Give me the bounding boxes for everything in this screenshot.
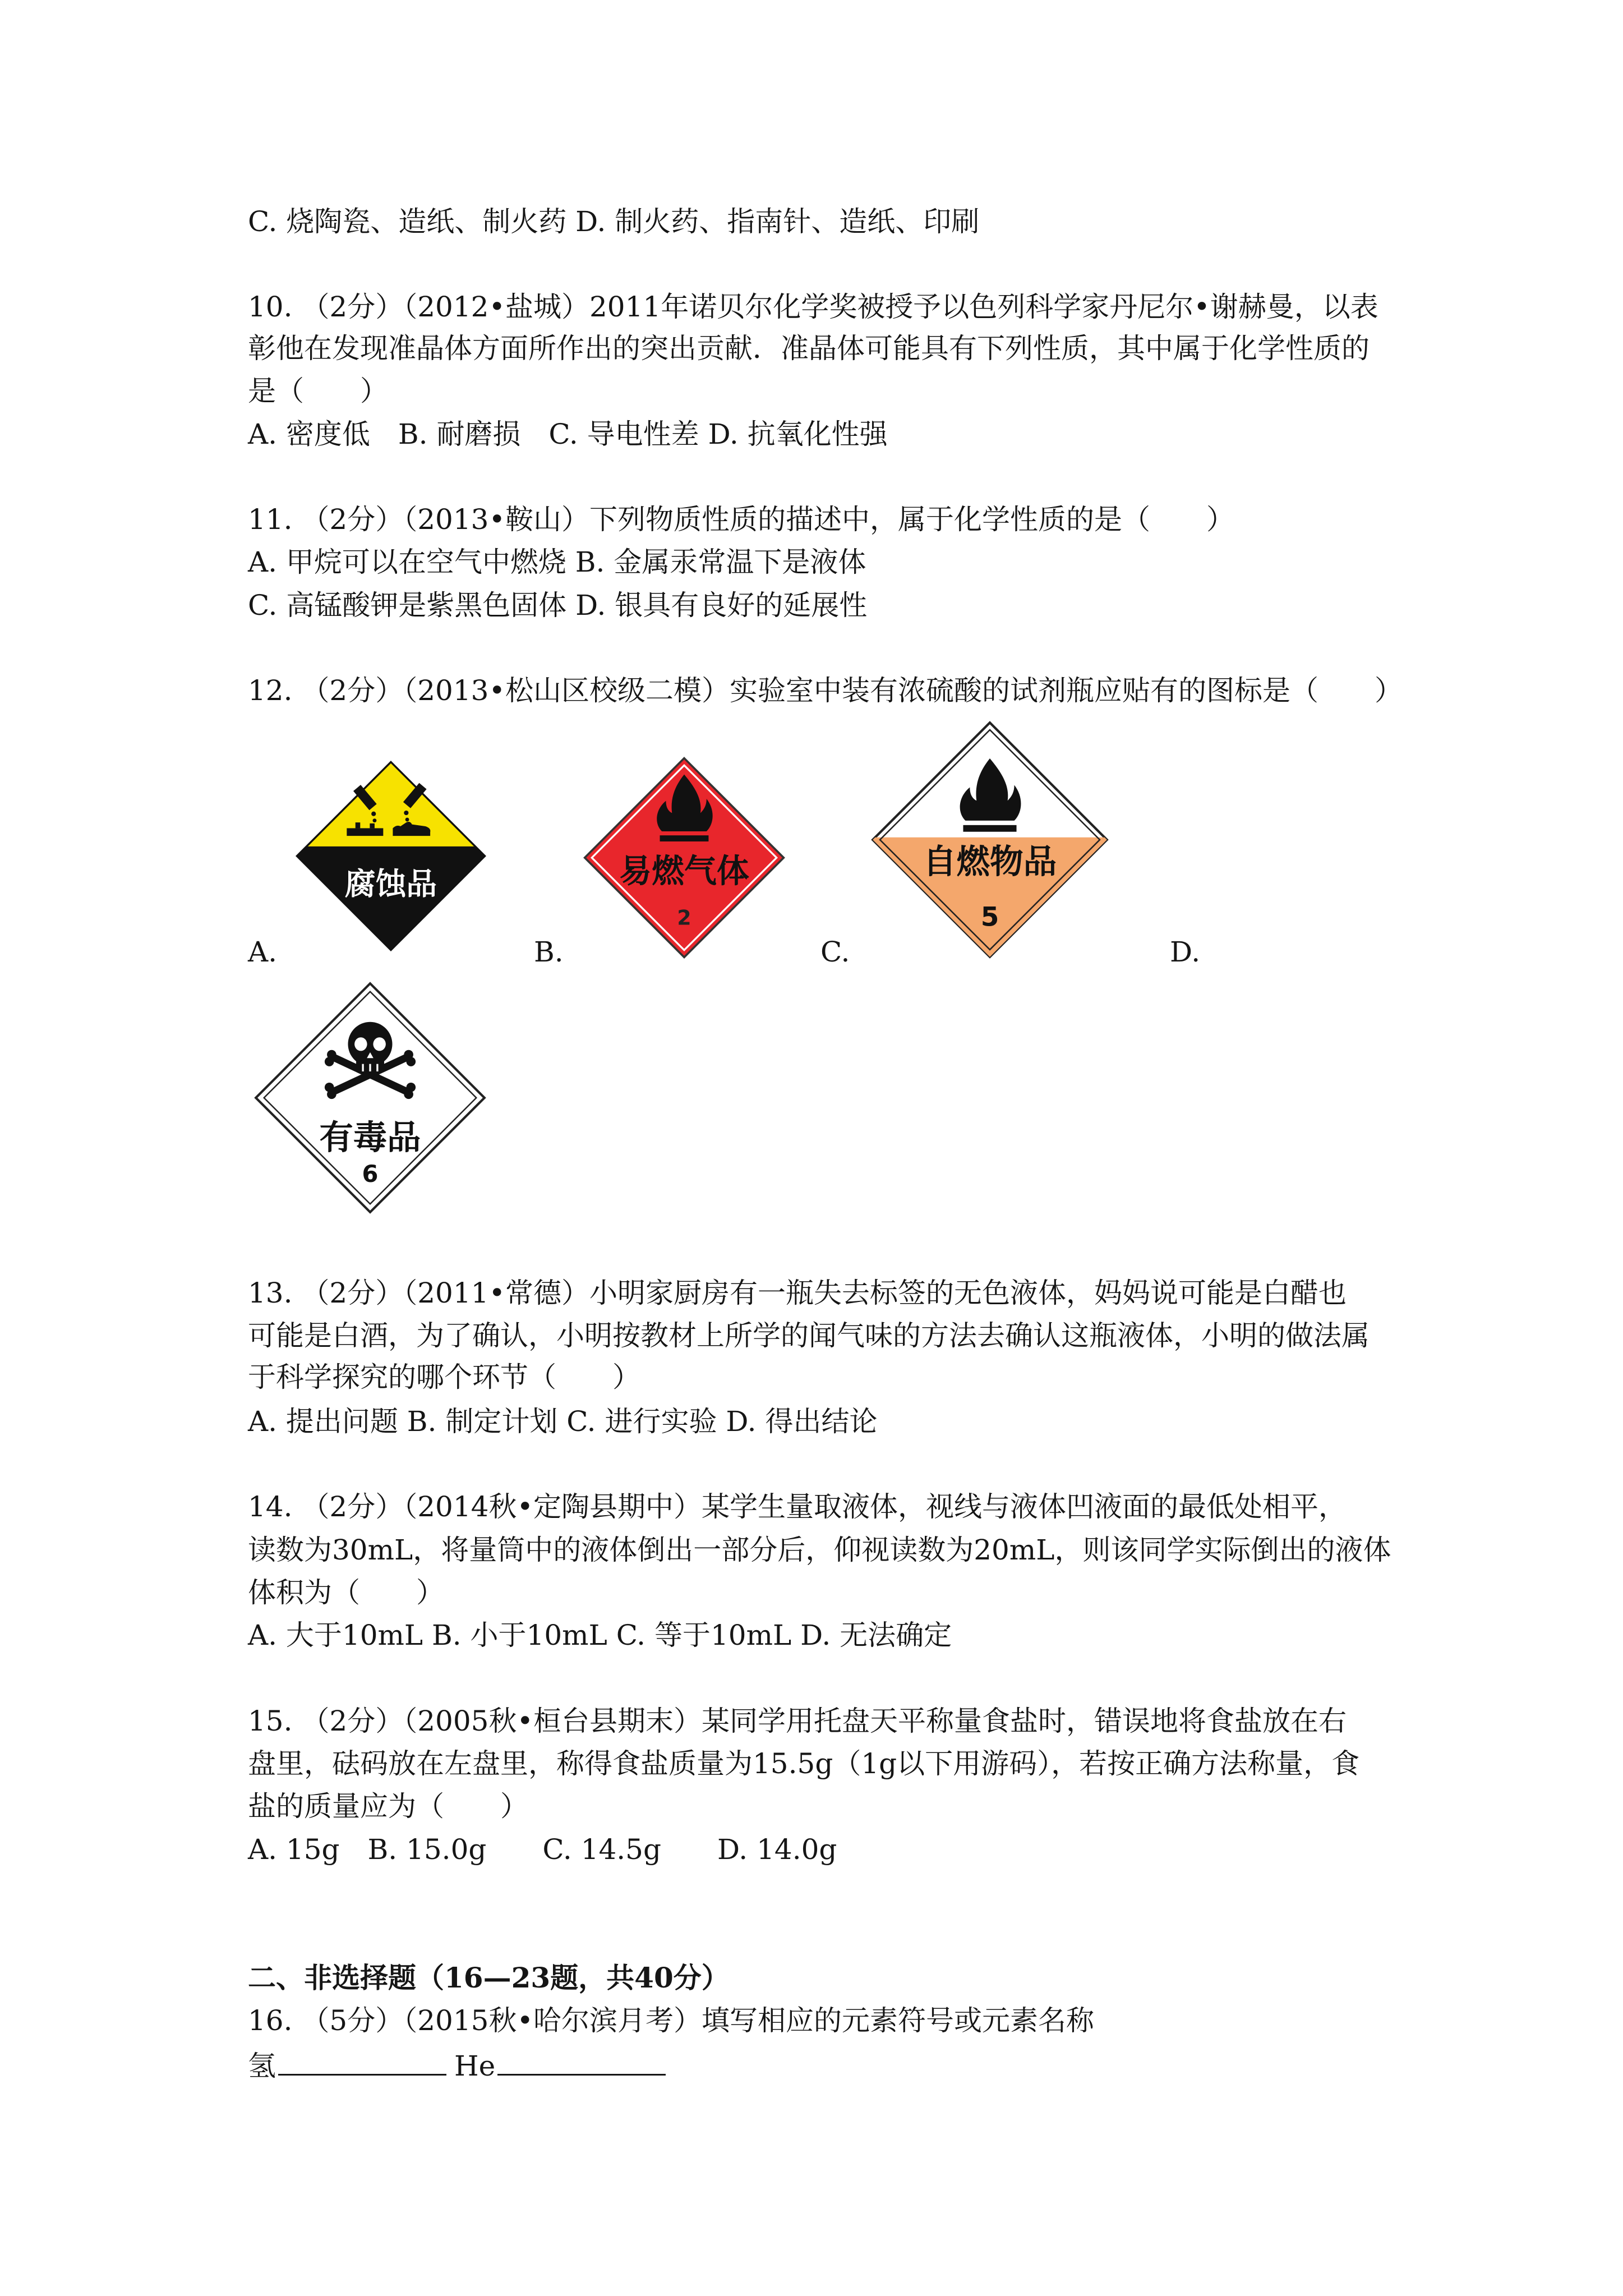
corrosive-sign-label: 腐蚀品	[344, 866, 437, 902]
q13-stem-line-2: 可能是白酒，为了确认，小明按教材上所学的闻气味的方法去确认这瓶液体，小明的做法属	[248, 1319, 1370, 1352]
spontaneously-combustible-sign-icon	[870, 720, 1109, 959]
flammable-gas-sign-class-number: 2	[677, 905, 691, 930]
q15-stem-line-2: 盘里，砝码放在左盘里，称得食盐质量为15.5g（1g以下用游码），若按正确方法称量，食	[248, 1747, 1360, 1780]
q11-stem: 11. （2分）（2013•鞍山）下列物质性质的描述中，属于化学性质的是（ ）	[248, 503, 1234, 536]
q14-stem-line-3: 体积为（ ）	[248, 1576, 444, 1609]
q10-stem-line-2: 彰他在发现准晶体方面所作出的突出贡献．准晶体可能具有下列性质，其中属于化学性质的	[248, 332, 1370, 365]
q14-stem-line-2: 读数为30mL，将量筒中的液体倒出一部分后，仰视读数为20mL，则该同学实际倒出的液体	[248, 1534, 1391, 1566]
q12-option-label-c: C.	[820, 936, 850, 968]
corrosive-sign-icon	[295, 760, 487, 952]
q10-stem-line-1: 10. （2分）（2012•盐城）2011年诺贝尔化学奖被授予以色列科学家丹尼尔•谢赫曼，以表	[248, 291, 1378, 323]
spontaneously-combustible-sign-label: 自燃物品	[923, 843, 1057, 882]
q11-options-line-2: C. 高锰酸钾是紫黑色固体 D. 银具有良好的延展性	[248, 589, 868, 622]
q15-stem-line-3: 盐的质量应为（ ）	[248, 1790, 528, 1823]
answer-blank	[497, 2046, 666, 2076]
q15-stem-line-1: 15. （2分）（2005秋•桓台县期末）某同学用托盘天平称量食盐时，错误地将食盐放在右	[248, 1705, 1347, 1737]
q10-stem-line-3: 是（ ）	[248, 375, 388, 407]
q15-options-line: A. 15g B. 15.0g C. 14.5g D. 14.0g	[248, 1833, 837, 1866]
q14-stem-line-1: 14. （2分）（2014秋•定陶县期中）某学生量取液体，视线与液体凹液面的最低处相平，	[248, 1490, 1347, 1523]
flammable-gas-sign-icon	[583, 756, 786, 959]
q16-prompt-helium: He	[454, 2050, 496, 2082]
q12-option-label-b: B.	[534, 936, 564, 968]
q12-option-label-d: D.	[1170, 936, 1201, 968]
q11-options-line-1: A. 甲烷可以在空气中燃烧 B. 金属汞常温下是液体	[248, 546, 866, 578]
spontaneously-combustible-sign-class-number: 5	[980, 902, 999, 933]
q16-prompt-hydrogen: 氢	[248, 2050, 276, 2082]
toxic-sign-icon	[253, 981, 487, 1214]
q16-answer-row	[248, 2046, 674, 2081]
q14-options-line: A. 大于10mL B. 小于10mL C. 等于10mL D. 无法确定	[248, 1619, 952, 1651]
q16-stem: 16. （5分）（2015秋•哈尔滨月考）填写相应的元素符号或元素名称	[248, 2004, 1094, 2037]
q12-option-label-a: A.	[248, 936, 278, 968]
q13-options-line: A. 提出问题 B. 制定计划 C. 进行实验 D. 得出结论	[248, 1405, 878, 1438]
toxic-sign-class-number: 6	[362, 1159, 379, 1188]
q13-stem-line-1: 13. （2分）（2011•常德）小明家厨房有一瓶失去标签的无色液体，妈妈说可能是白醋也	[248, 1277, 1347, 1309]
section-heading: 二、非选择题（16—23题，共40分）	[248, 1961, 730, 1994]
q9-options-line: C. 烧陶瓷、造纸、制火药 D. 制火药、指南针、造纸、印刷	[248, 205, 980, 238]
q12-stem: 12. （2分）（2013•松山区校级二模）实验室中装有浓硫酸的试剂瓶应贴有的图标是（ ）	[248, 674, 1403, 707]
q10-options-line: A. 密度低 B. 耐磨损 C. 导电性差 D. 抗氧化性强	[248, 418, 888, 450]
q13-stem-line-3: 于科学探究的哪个环节（ ）	[248, 1361, 640, 1393]
answer-blank	[278, 2046, 446, 2076]
toxic-sign-label: 有毒品	[319, 1118, 421, 1158]
flammable-gas-sign-label: 易燃气体	[619, 852, 749, 890]
